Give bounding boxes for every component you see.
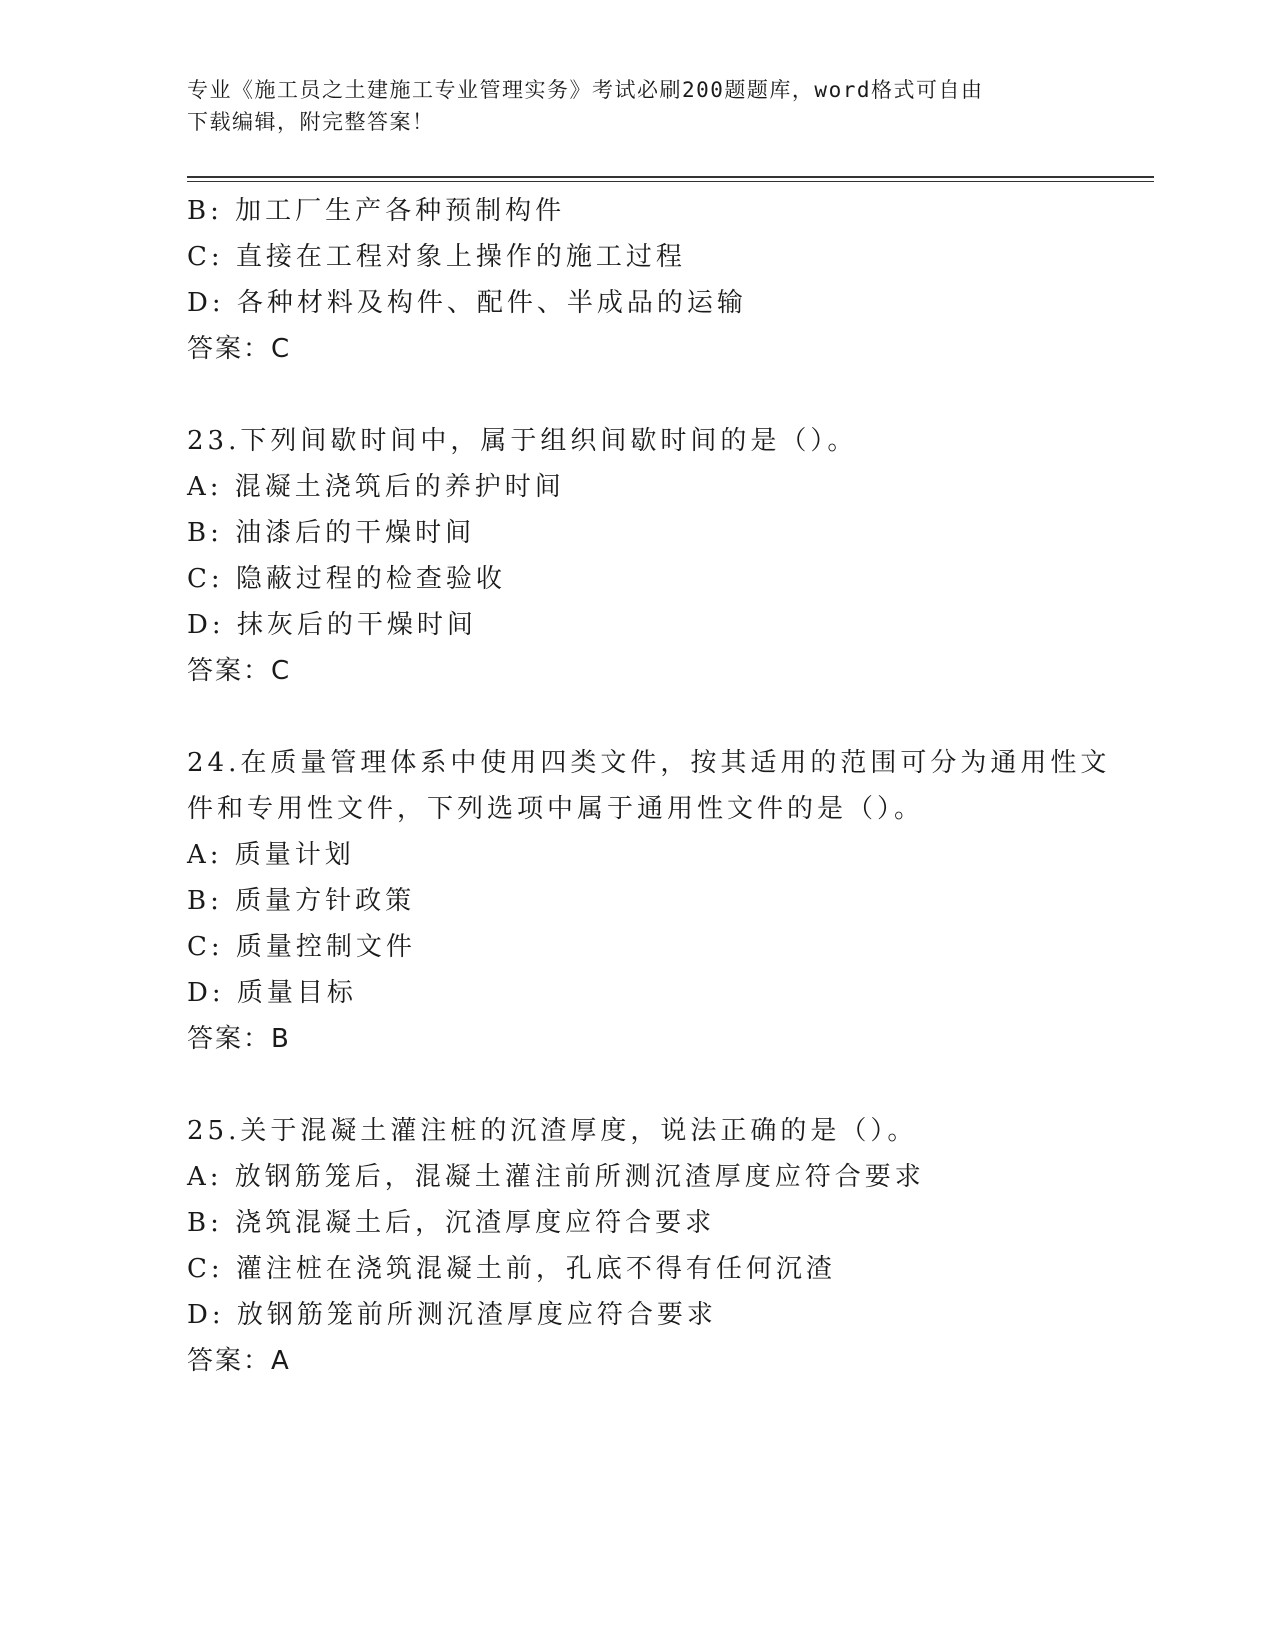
option-d: D: 抹灰后的干燥时间 [187,610,477,640]
header-line-1: 专业《施工员之土建施工专业管理实务》考试必刷200题题库，word格式可自由 [187,78,984,102]
header-divider-thin [187,181,1154,182]
option-b: B: 加工厂生产各种预制构件 [187,196,566,226]
option-d: D: 放钢筋笼前所测沉渣厚度应符合要求 [187,1300,717,1330]
option-c: C: 直接在工程对象上操作的施工过程 [187,242,686,272]
option-b: B: 浇筑混凝土后，沉渣厚度应符合要求 [187,1208,716,1238]
answer: 答案：C [187,334,292,364]
question-list [187,188,1111,1384]
question-stem: 23.下列间歇时间中，属于组织间歇时间的是（）。 [187,426,858,456]
question-stem-line-2: 件和专用性文件，下列选项中属于通用性文件的是（）。 [187,794,925,824]
answer: 答案：C [187,656,292,686]
question-24 [187,740,1111,1062]
question-23 [187,418,1107,694]
spacer [187,372,1107,418]
option-d: D: 各种材料及构件、配件、半成品的运输 [187,288,747,318]
option-b: B: 质量方针政策 [187,886,416,916]
header-line-2: 下载编辑，附完整答案！ [187,110,435,134]
spacer [187,694,1107,740]
option-a: A: 混凝土浇筑后的养护时间 [187,472,565,502]
spacer [187,1062,1107,1108]
option-c: C: 质量控制文件 [187,932,416,962]
document-header [187,74,1087,138]
option-c: C: 隐蔽过程的检查验收 [187,564,506,594]
question-stem-line-1: 24.在质量管理体系中使用四类文件，按其适用的范围可分为通用性文 [187,748,1111,778]
question-22-continued [187,188,1107,372]
header-divider-thick [187,176,1154,178]
answer: 答案：A [187,1346,291,1376]
question-stem: 25.关于混凝土灌注桩的沉渣厚度，说法正确的是（）。 [187,1116,918,1146]
answer: 答案：B [187,1024,291,1054]
option-c: C: 灌注桩在浇筑混凝土前，孔底不得有任何沉渣 [187,1254,836,1284]
option-d: D: 质量目标 [187,978,357,1008]
option-b: B: 油漆后的干燥时间 [187,518,476,548]
option-a: A: 质量计划 [187,840,355,870]
question-25 [187,1108,1107,1384]
option-a: A: 放钢筋笼后，混凝土灌注前所测沉渣厚度应符合要求 [187,1162,925,1192]
